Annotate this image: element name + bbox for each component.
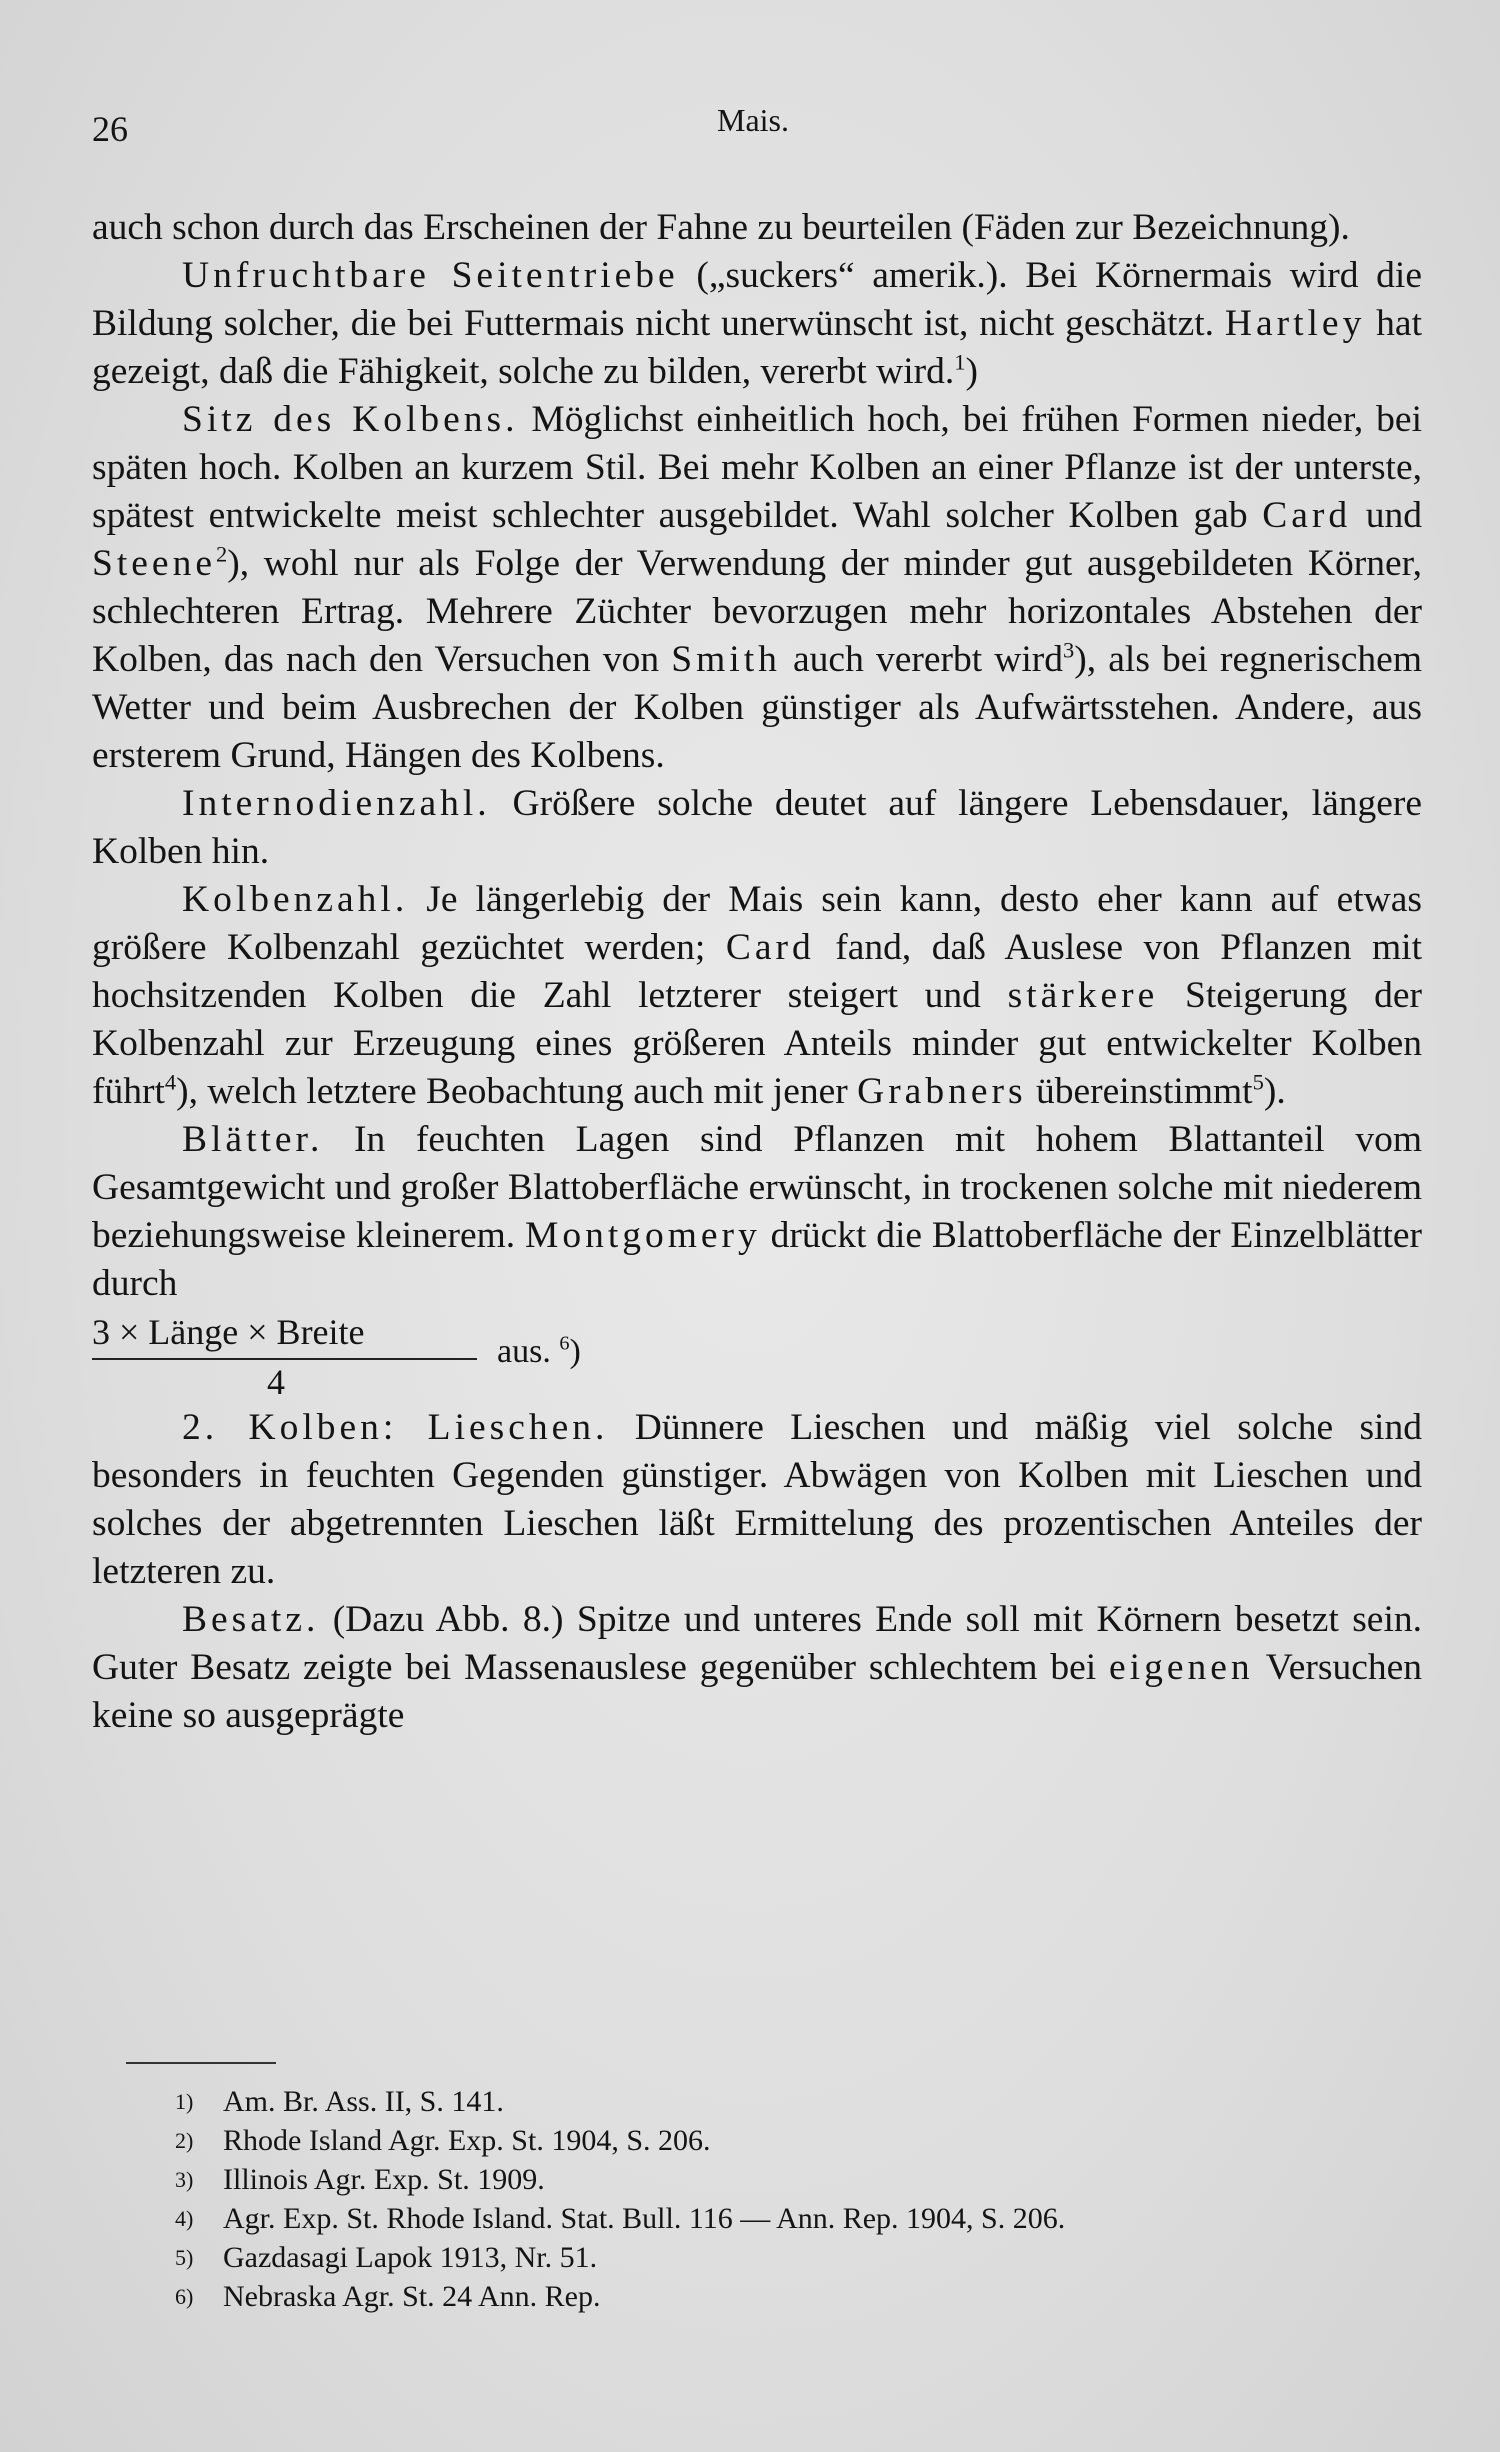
footnote-mark: 1) xyxy=(175,2089,194,2114)
footnote-ref: 5 xyxy=(1252,1069,1264,1095)
footnote xyxy=(175,2160,1425,2199)
footnote-ref: 1 xyxy=(954,349,966,375)
footnote-separator xyxy=(126,2062,276,2064)
text-run: auch schon durch das Erscheinen der Fahne zu beurteilen (Fäden zur Bezeichnung). xyxy=(92,207,1350,248)
footnote-ref: 4 xyxy=(164,1069,177,1095)
footnote-mark: 2) xyxy=(175,2128,194,2153)
footnote-ref: 2 xyxy=(215,541,228,567)
footnote-text: Rhode Island Agr. Exp. St. 1904, S. 206. xyxy=(223,2124,711,2157)
text-run: Je längerlebig der Mais sein kann, desto eher kann auf etwas größere Kolbenzahl gezüchtet werden; xyxy=(92,879,1422,968)
text-run: (Dazu Abb. 8.) Spitze und unteres Ende soll mit Körnern besetzt sein. Guter Besatz zeigte bei Massenauslese gegenüber schlechtem bei xyxy=(92,1599,1422,1688)
paragraph xyxy=(92,1116,1422,1308)
spaced-term: Grabners xyxy=(857,1071,1027,1112)
spaced-term: Hartley xyxy=(1224,303,1366,344)
spaced-term: 2. Kolben: Lieschen. xyxy=(182,1407,609,1448)
footnote xyxy=(175,2082,1425,2121)
footnote-mark: 5) xyxy=(175,2245,194,2270)
text-run: Möglichst einheitlich hoch, bei frühen Formen nieder, bei späten hoch. Kolben an kurzem Stil. Bei mehr Kolben an einer Pflanze ist der unterste, spätest entwickelte meist schlechter ausgebildet. Wahl solcher Kolben gab xyxy=(92,399,1422,536)
footnote-text: Am. Br. Ass. II, S. 141. xyxy=(223,2085,504,2118)
text-run: übereinstimmt xyxy=(1026,1071,1253,1112)
footnote-mark: 4) xyxy=(175,2206,194,2231)
formula-numerator: 3 × Länge × Breite xyxy=(92,1312,365,1352)
spaced-term: Kolbenzahl. xyxy=(182,879,409,920)
paragraph xyxy=(92,204,1422,252)
text-run: ) xyxy=(965,351,978,392)
paragraph xyxy=(92,1596,1422,1740)
page-header xyxy=(92,102,1422,158)
spaced-term: Sitz des Kolbens. xyxy=(182,399,519,440)
footnote-text: Agr. Exp. St. Rhode Island. Stat. Bull. 116 — Ann. Rep. 1904, S. 206. xyxy=(223,2202,1066,2235)
spaced-term: Montgomery xyxy=(524,1215,761,1256)
text-run: Größere solche deutet auf längere Lebensdauer, längere Kolben hin. xyxy=(92,783,1422,872)
footnote-text: Gazdasagi Lapok 1913, Nr. 51. xyxy=(223,2241,598,2274)
footnote-mark: 3) xyxy=(175,2167,194,2192)
formula-suffix-text: aus. xyxy=(497,1333,551,1370)
spaced-term: Card xyxy=(725,927,815,968)
text-run: Steigerung der Kolbenzahl zur Erzeugung eines größeren Anteils minder gut entwickelter Kolben führt xyxy=(92,975,1422,1112)
paragraph xyxy=(92,1404,1422,1596)
formula-note-mark: 6 xyxy=(559,1332,570,1355)
text-run: ), wohl nur als Folge der Verwendung der minder gut ausgebildeten Körner, schlechteren Ertrag. Mehrere Züchter bevorzugen mehr horizontales Abstehen der Kolben, das nach den Versuchen von xyxy=(92,543,1422,680)
body-text xyxy=(92,204,1422,1740)
spaced-term: Blätter. xyxy=(182,1119,324,1160)
text-run: auch vererbt wird xyxy=(780,639,1064,680)
formula-note-close: ) xyxy=(569,1333,581,1370)
running-title: Mais. xyxy=(717,102,789,138)
spaced-term: Card xyxy=(1262,495,1352,536)
spaced-term: Smith xyxy=(671,639,781,680)
text-run: und xyxy=(1351,495,1422,536)
footnote xyxy=(175,2238,1425,2277)
formula-suffix xyxy=(497,1328,581,1376)
text-run: drückt die Blattoberfläche der Einzelblätter durch xyxy=(92,1215,1422,1304)
footnote xyxy=(175,2199,1425,2238)
footnote xyxy=(175,2121,1425,2160)
paragraph xyxy=(92,780,1422,876)
footnote xyxy=(175,2277,1425,2316)
text-run: hat gezeigt, daß die Fähigkeit, solche zu bilden, vererbt wird. xyxy=(92,303,1422,392)
footnote-text: Illinois Agr. Exp. St. 1909. xyxy=(223,2163,545,2196)
formula-denominator: 4 xyxy=(267,1362,285,1402)
text-run: ), als bei regnerischem Wetter und beim Ausbrechen der Kolben günstiger als Aufwärtsstehen. Andere, aus ersterem Grund, Hängen des Kolbens. xyxy=(92,639,1422,776)
leaf-area-formula xyxy=(92,1308,1422,1404)
spaced-term: stärkere xyxy=(1007,975,1159,1016)
paragraph xyxy=(92,396,1422,780)
spaced-term: eigenen xyxy=(1109,1647,1254,1688)
text-run: ). xyxy=(1263,1071,1286,1112)
footnote-mark: 6) xyxy=(175,2284,194,2309)
text-run: In feuchten Lagen sind Pflanzen mit hohem Blattanteil vom Gesamtgewicht und großer Blattoberfläche erwünscht, in trockenen solche mit niederem beziehungsweise kleinerem. xyxy=(92,1119,1422,1256)
spaced-term: Besatz. xyxy=(182,1599,320,1640)
page-number: 26 xyxy=(92,109,128,149)
footnote-ref: 3 xyxy=(1063,637,1075,663)
text-run: fand, daß Auslese von Pflanzen mit hochsitzenden Kolben die Zahl letzterer steigert und xyxy=(92,927,1423,1016)
spaced-term: Steene xyxy=(92,543,216,584)
paragraph xyxy=(92,252,1422,396)
text-run: ), welch letztere Beobachtung auch mit jener xyxy=(176,1071,858,1112)
text-run: („suckers“ amerik.). Bei Körnermais wird die Bildung solcher, die bei Futtermais nicht unerwünscht ist, nicht geschätzt. xyxy=(92,255,1422,344)
spaced-term: Internodienzahl. xyxy=(182,783,491,824)
footnotes xyxy=(175,2082,1425,2316)
text-run: Dünnere Lieschen und mäßig viel solche sind besonders in feuchten Gegenden günstiger. Abwägen von Kolben mit Lieschen und solches der abgetrennten Lieschen läßt Ermittelung des prozentischen Anteiles der letzteren zu. xyxy=(92,1407,1422,1592)
paragraph xyxy=(92,876,1422,1116)
text-run: Versuchen keine so ausgeprägte xyxy=(92,1647,1422,1736)
footnote-text: Nebraska Agr. St. 24 Ann. Rep. xyxy=(223,2280,601,2313)
spaced-term: Unfruchtbare Seitentriebe xyxy=(182,255,679,296)
